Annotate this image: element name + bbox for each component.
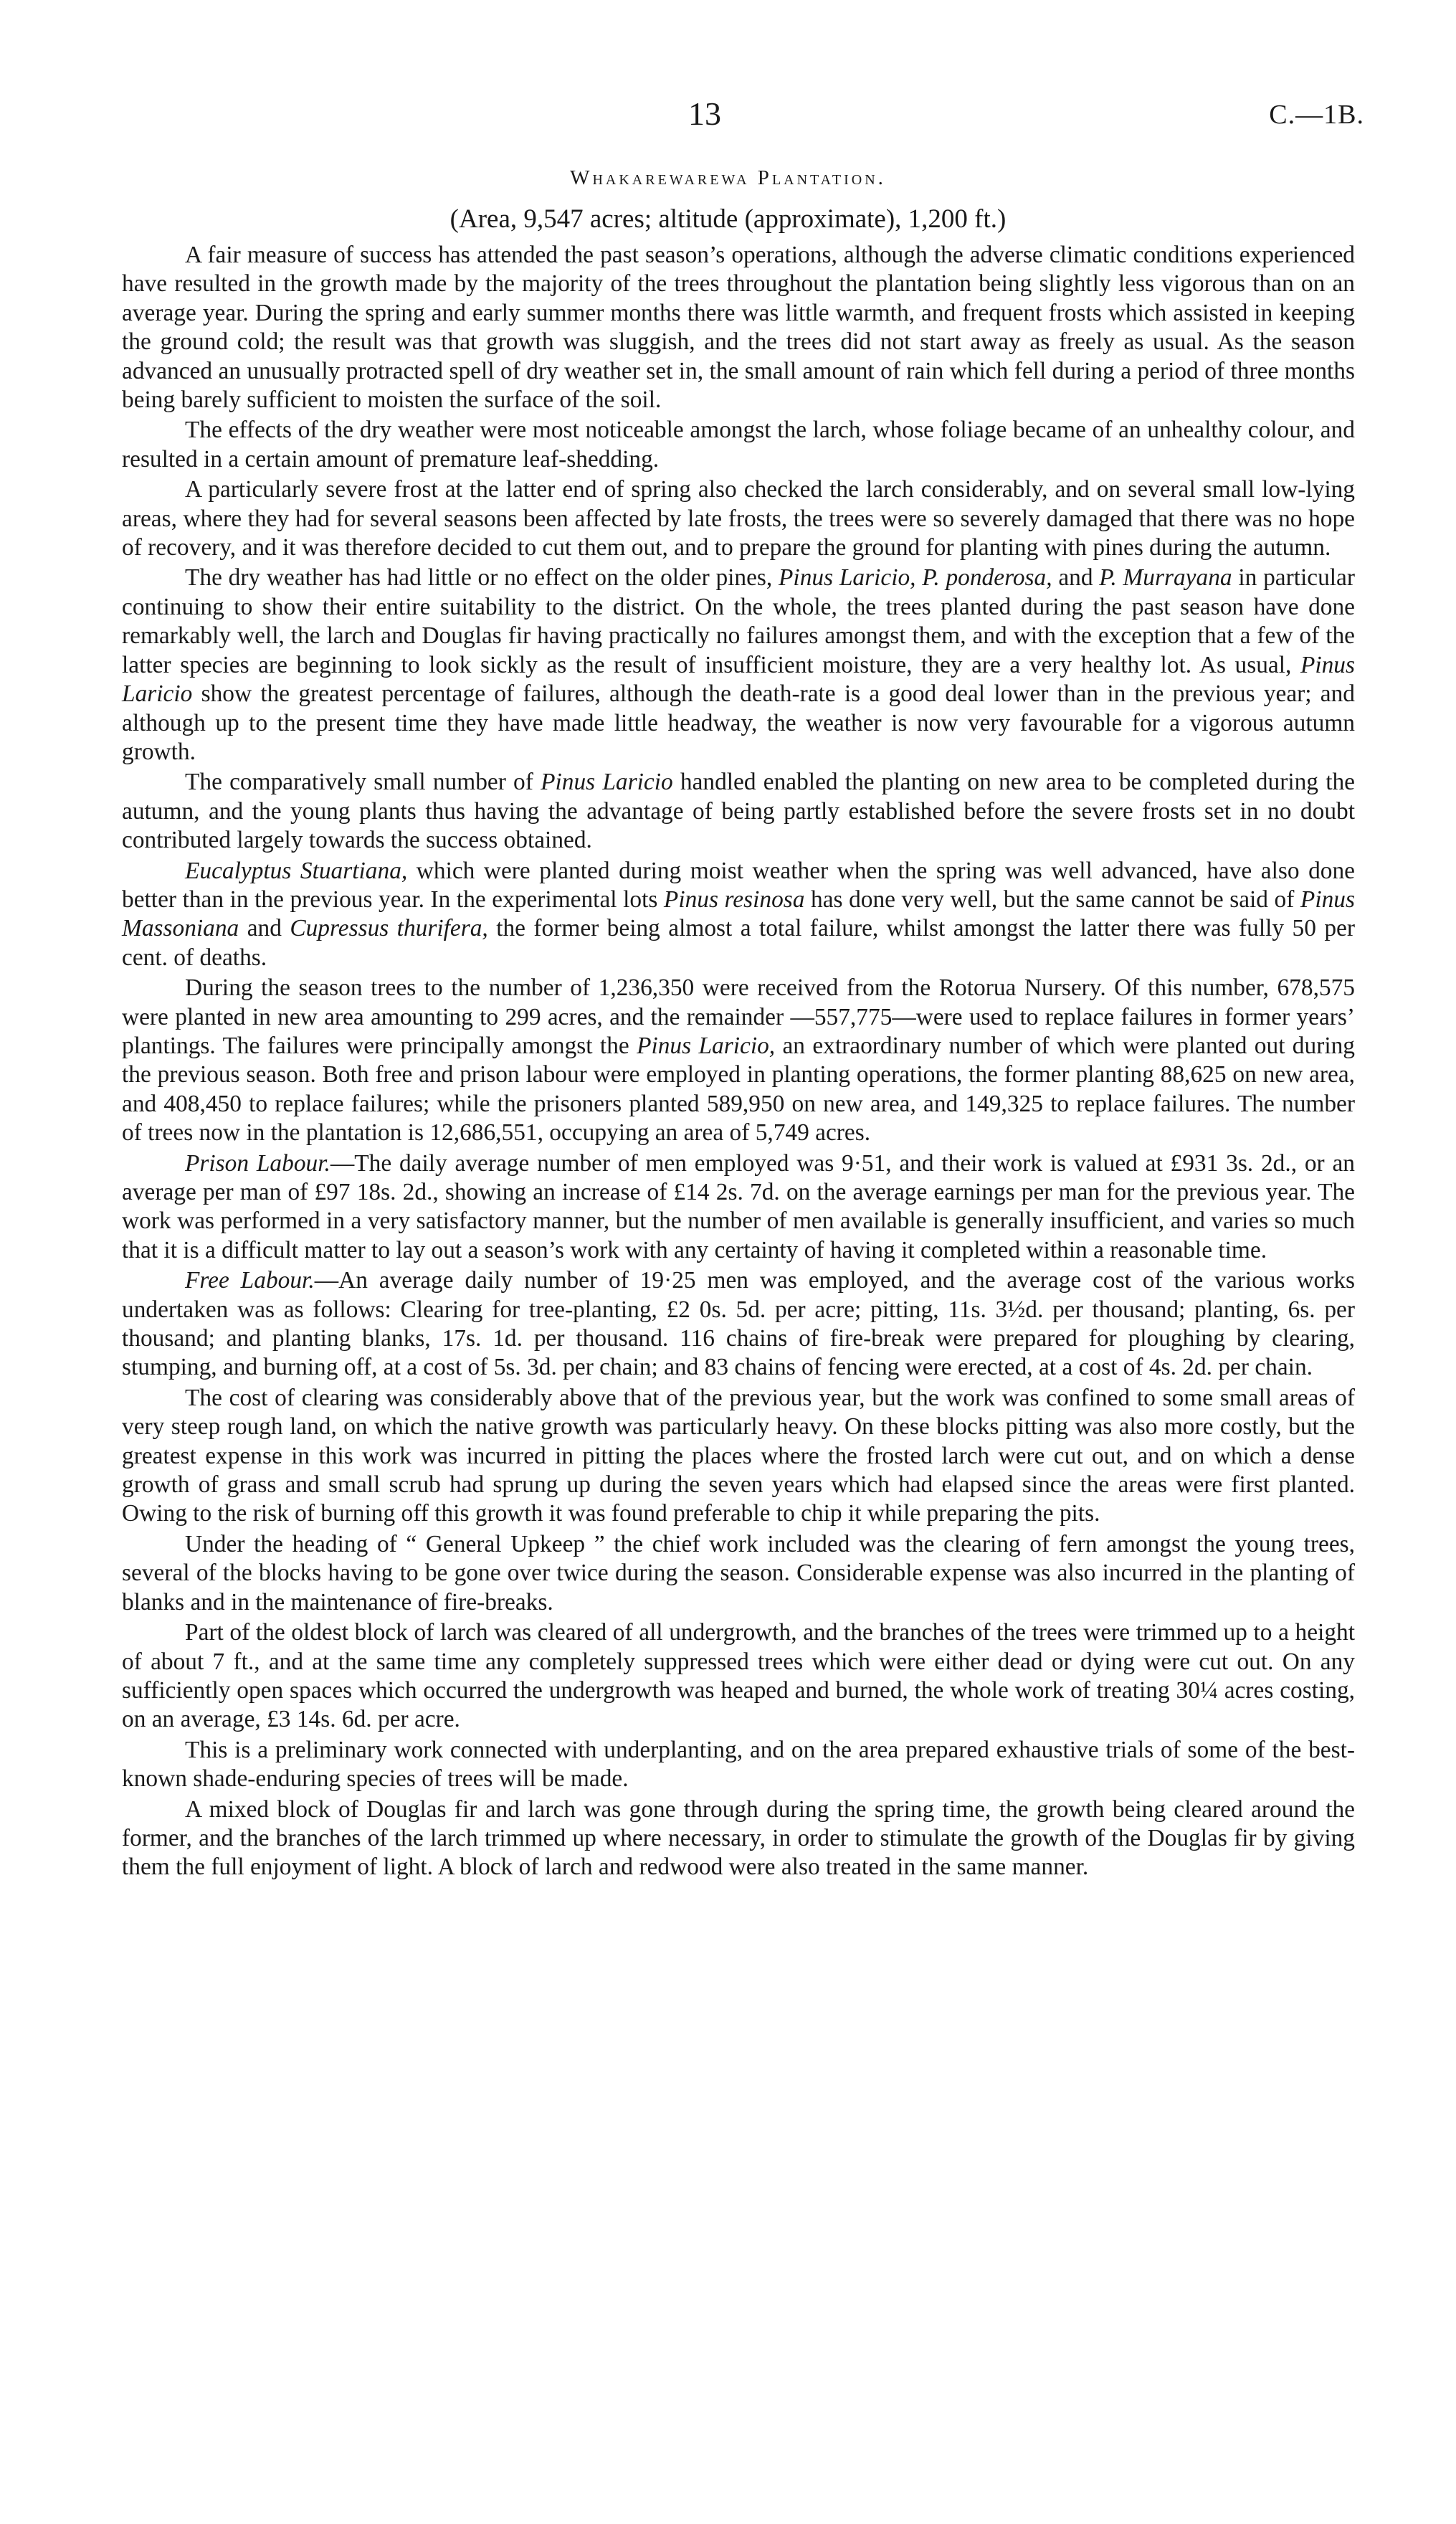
text-run: A fair measure of success has attended the past season’s operations, although the adverse climatic conditions experienced have resulted in the growth made by the majority of the trees throughout the plantation being slightly less vigorous than on an average year. During the spring and early summer months there was little warmth, and frequent frosts which assisted in keeping the ground cold; the result was that growth was sluggish, and the trees did not start away as freely as usual. As the season advanced an unusually protracted spell of dry weather set in, the small amount of rain which fell during a period of three months being barely sufficient to moisten the surface of the soil.: [122, 242, 1355, 414]
italic-text: Prison Labour.: [185, 1149, 330, 1177]
italic-text: Free Labour.: [185, 1267, 315, 1294]
text-run: This is a preliminary work connected with underplanting, and on the area prepared exhaustive trials of some of the best-known shade-enduring species of trees will be made.: [122, 1736, 1355, 1793]
paragraph: [122, 768, 1355, 855]
text-run: handled enabled the planting on new area to be completed during the autumn, and the young plants thus having the advantage of being partly established before the severe frosts set in no doubt contributed largely towards the success obtained.: [122, 769, 1355, 854]
text-run: and: [239, 915, 290, 942]
page-number: 13: [688, 95, 721, 132]
text-run: The dry weather has had little or no effect on the older pines,: [185, 564, 779, 592]
section-subtitle: (Area, 9,547 acres; altitude (approximate), 1,200 ft.): [449, 204, 1007, 234]
paragraph: [122, 1384, 1355, 1529]
italic-text: Pinus resinosa: [663, 886, 805, 913]
document-reference: C.—1B.: [1269, 100, 1364, 130]
paragraph: [122, 1266, 1355, 1382]
paragraph: [122, 1149, 1355, 1266]
text-run: an extraordinary number of which were planted out during the previous season. Both free and prison labour were employed in planting operations, the former planting 88,625 on new area, and 408,450 to replace failures; while the prisoners planted 589,950 on new area, and 149,325 to replace failures. The number of trees now in the plantation is 12,686,551, occupying an area of 5,749 acres.: [122, 1032, 1355, 1147]
paragraph: [122, 475, 1355, 562]
italic-text: Pinus Laricio,: [637, 1032, 776, 1059]
text-run: the former being almost a total failure, whilst amongst the latter there was fully 50 per cent. of deaths.: [122, 915, 1355, 971]
body-text: [122, 241, 1355, 1882]
paragraph: [122, 416, 1355, 474]
paragraph: [122, 241, 1355, 414]
text-run: The cost of clearing was considerably above that of the previous year, but the work was confined to some small areas of very steep rough land, on which the native growth was particularly heavy. On these blocks pitting was also more costly, but the greatest expense in this work was incurred in pitting the places where the frosted larch were cut out, and on which a dense growth of grass and small scrub had sprung up during the seven years which had elapsed since the areas were first planted. Owing to the risk of burning off this growth it was found preferable to chip it while preparing the pits.: [122, 1384, 1355, 1527]
italic-text: Pinus Laricio: [122, 651, 1355, 708]
text-run: Under the heading of “ General Upkeep ” the chief work included was the clearing of fern amongst the young trees, several of the blocks having to be gone over twice during the season. Considerable expense was also incurred in the planting of blanks and in the maintenance of fire-breaks.: [122, 1530, 1355, 1616]
text-run: and: [1052, 564, 1100, 592]
text-run: in particular continuing to show their entire suitability to the district. On the whole, the trees planted during the past season have done remarkably well, the larch and Douglas fir having practically no failures amongst them, and with the exception that a few of the latter species are beginning to look sickly as the result of insufficient moisture, they are a very healthy lot. As usual,: [122, 564, 1355, 678]
italic-text: Pinus Massoniana: [122, 886, 1355, 942]
paragraph: [122, 1618, 1355, 1735]
text-run: which were planted during moist weather when the spring was well advanced, have also done better than in the previous year. In the experimental lots: [122, 857, 1355, 913]
paragraph: [122, 857, 1355, 973]
italic-text: Pinus Laricio: [541, 769, 673, 796]
text-run: —An average daily number of 19·25 men was employed, and the average cost of the various works undertaken was as follows: Clearing for tree-planting, £2 0s. 5d. per acre; pitting, 11s. 3½d. per thousand; planting, 6s. per thousand; and planting blanks, 17s. 1d. per thousand. 116 chains of fire-break were prepared for ploughing by clearing, stumping, and burning off, at a cost of 5s. 3d. per chain; and 83 chains of fencing were erected, at a cost of 4s. 2d. per chain.: [122, 1267, 1355, 1381]
text-run: A particularly severe frost at the latter end of spring also checked the larch considerably, and on several small low-lying areas, where they had for several seasons been affected by late frosts, the trees were so severely damaged that there was no hope of recovery, and it was therefore decided to cut them out, and to prepare the ground for planting with pines during the autumn.: [122, 476, 1355, 561]
text-run: A mixed block of Douglas fir and larch was gone through during the spring time, the growth being cleared around the former, and the branches of the larch trimmed up where necessary, in order to stimulate the growth of the Douglas fir by giving them the full enjoyment of light. A block of larch and redwood were also treated in the same manner.: [122, 1795, 1355, 1881]
paragraph: [122, 1736, 1355, 1794]
text-run: During the season trees to the number of 1,236,350 were received from the Rotorua Nursery. Of this number, 678,575 were planted in new area amounting to 299 acres, and the remainder —557,775—were used to replace failures in former years’ plantings. The failures were principally amongst the: [122, 974, 1355, 1059]
text-run: —The daily average number of men employed was 9·51, and their work is valued at £931 3s. 2d., or an average per man of £97 18s. 2d., showing an increase of £14 2s. 7d. on the average earnings per man for the previous year. The work was performed in a very satisfactory manner, but the number of men available is generally insufficient, and varies so much that it is a difficult matter to lay out a season’s work with any certainty of having it completed within a reasonable time.: [122, 1149, 1355, 1263]
text-run: has done very well, but the same cannot be said of: [804, 886, 1300, 913]
text-run: Part of the oldest block of larch was cleared of all undergrowth, and the branches of the trees were trimmed up to a height of about 7 ft., and at the same time any completely suppressed trees which were either dead or dying were cut out. On any sufficiently open spaces which occurred the undergrowth was heaped and burned, the whole work of treating 30¼ acres costing, on an average, £3 14s. 6d. per acre.: [122, 1619, 1355, 1733]
paragraph: [122, 974, 1355, 1147]
italic-text: Pinus Laricio, P. ponderosa,: [779, 564, 1052, 592]
paragraph: [122, 1530, 1355, 1617]
italic-text: Eucalyptus Stuartiana,: [185, 857, 408, 884]
italic-text: Cupressus thurifera,: [290, 915, 488, 942]
italic-text: P. Murrayana: [1099, 564, 1232, 592]
paragraph: [122, 1795, 1355, 1882]
text-run: The effects of the dry weather were most noticeable amongst the larch, whose foliage became of an unhealthy colour, and resulted in a certain amount of premature leaf-shedding.: [122, 417, 1355, 473]
paragraph: [122, 564, 1355, 767]
text-run: show the greatest percentage of failures, although the death-rate is a good deal lower than in the previous year; and although up to the present time they have made little headway, the weather is now very favourable for a vigorous autumn growth.: [122, 680, 1355, 765]
section-title: Whakarewarewa Plantation.: [570, 166, 886, 189]
text-run: The comparatively small number of: [185, 769, 541, 796]
